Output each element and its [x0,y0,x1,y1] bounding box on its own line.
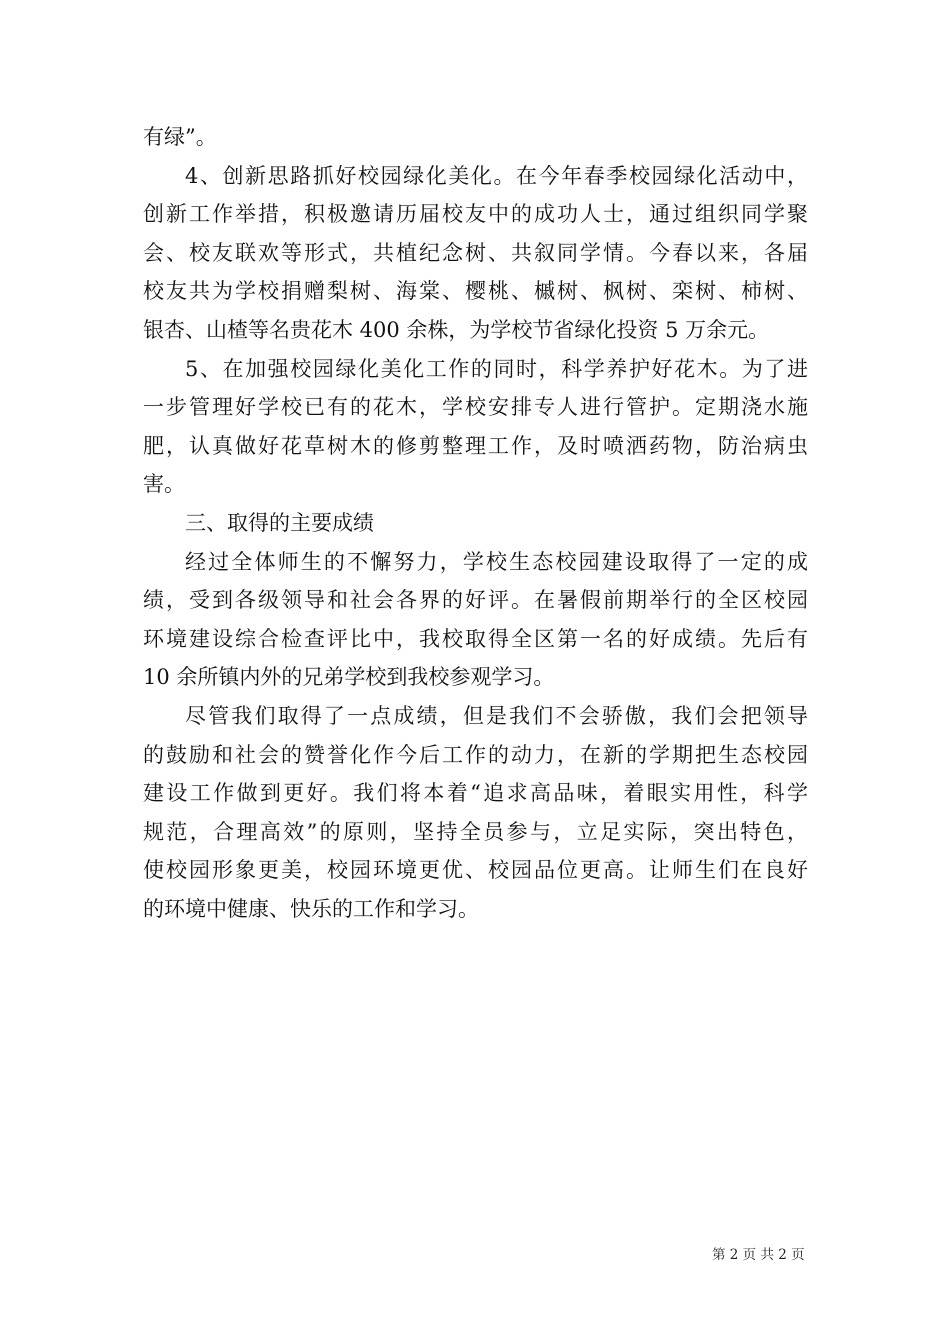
text-line: 环境建设综合检查评比中，我校取得全区第一名的好成绩。先后有 [143,626,808,651]
text-line: 使校园形象更美，校园环境更优、校园品位更高。让师生们在良好 [143,858,808,883]
paragraph-4-heading-line: 4、创新思路抓好校园绿化美化。在今年春季校园绿化活动中， [185,163,808,188]
text-line: 校友共为学校捐赠梨树、海棠、樱桃、槭树、枫树、栾树、柿树、 [143,279,808,304]
page-number-footer: 第 2 页 共 2 页 [712,1247,805,1263]
document-body [143,118,808,928]
text-line: 经过全体师生的不懈努力，学校生态校园建设取得了一定的成 [185,549,808,574]
section-heading: 三、取得的主要成绩 [185,510,374,535]
text-line: 尽管我们取得了一点成绩，但是我们不会骄傲，我们会把领导 [185,703,808,728]
paragraph-5-heading-line: 5、在加强校园绿化美化工作的同时，科学养护好花木。为了进 [185,356,808,381]
text-line: 创新工作举措，积极邀请历届校友中的成功人士，通过组织同学聚 [143,202,808,227]
text-line: 害。 [143,472,185,497]
text-line: 建设工作做到更好。我们将本着“追求高品味，着眼实用性，科学 [143,781,808,806]
text-line: 会、校友联欢等形式，共植纪念树、共叙同学情。今春以来，各届 [143,240,808,265]
text-line: 有绿”。 [143,125,217,149]
text-line: 肥，认真做好花草树木的修剪整理工作，及时喷洒药物，防治病虫 [143,433,808,458]
text-line: 的环境中健康、快乐的工作和学习。 [143,896,479,921]
text-line: 绩，受到各级领导和社会各界的好评。在暑假前期举行的全区校园 [143,588,808,613]
text-line: 一步管理好学校已有的花木，学校安排专人进行管护。定期浇水施 [143,395,808,420]
text-line: 规范，合理高效”的原则，坚持全员参与，立足实际，突出特色， [143,819,808,844]
text-line: 银杏、山楂等名贵花木 400 余株，为学校节省绿化投资 5 万余元。 [143,317,770,342]
text-line: 10 余所镇内外的兄弟学校到我校参观学习。 [143,665,555,690]
text-line: 的鼓励和社会的赞誉化作今后工作的动力，在新的学期把生态校园 [143,742,808,767]
